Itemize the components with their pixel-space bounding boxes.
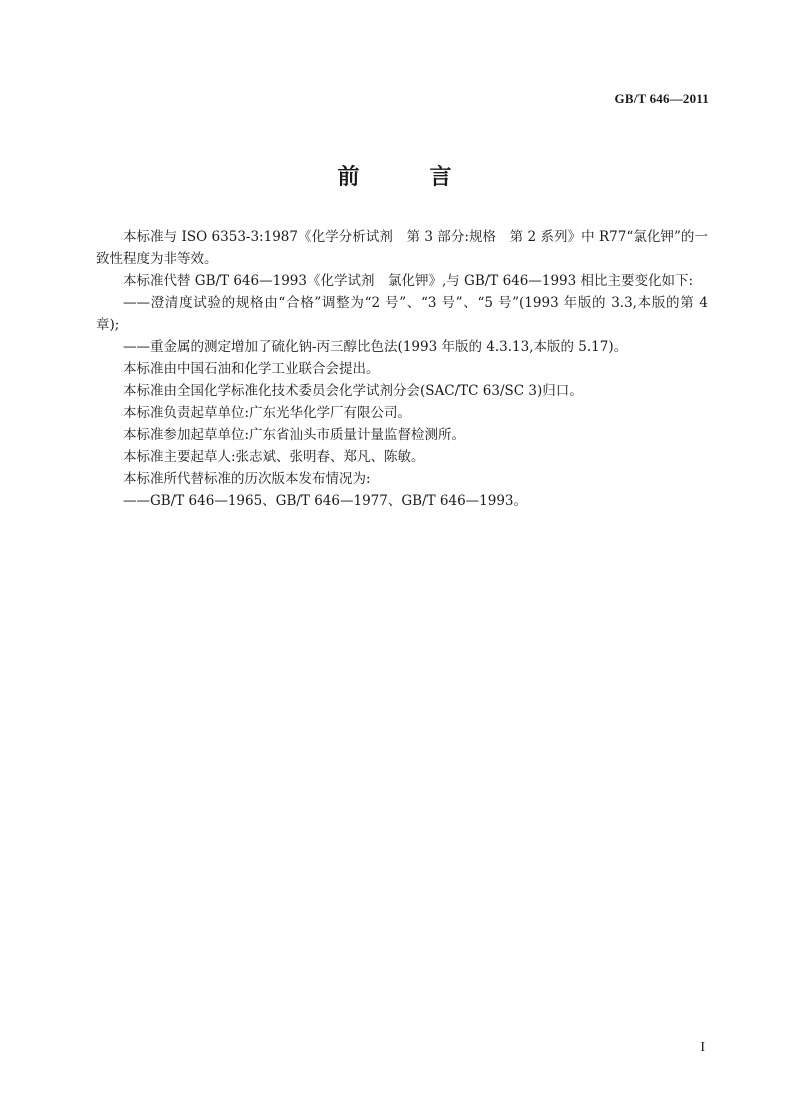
page-title: 前 言: [337, 165, 476, 190]
standard-code: GB/T 646—2011: [614, 91, 709, 106]
paragraph-drafting-unit: 本标准负责起草单位:广东光华化学厂有限公司。: [123, 405, 412, 421]
paragraph-change-clarity: ——澄清度试验的规格由“合格”调整为“2 号”、“3 号”、“5 号”(1993 年版的 3.3,本版的第 4 章);: [96, 295, 708, 333]
paragraph-proposed-by: 本标准由中国石油和化学工业联合会提出。: [123, 361, 380, 377]
paragraph-history-intro: 本标准所代替标准的历次版本发布情况为:: [123, 471, 371, 487]
paragraph-change-heavy-metal: ——重金属的测定增加了硫化钠-丙三醇比色法(1993 年版的 4.3.13,本版的 5.17)。: [123, 339, 628, 355]
foreword-body: [96, 226, 708, 512]
page-number: I: [700, 1040, 705, 1055]
paragraph-equivalence: 本标准与 ISO 6353-3:1987《化学分析试剂 第 3 部分:规格 第 2 系列》中 R77“氯化钾”的一致性程度为非等效。: [96, 229, 708, 267]
paragraph-history-list: ——GB/T 646—1965、GB/T 646—1977、GB/T 646—1993。: [123, 493, 528, 509]
paragraph-drafters: 本标准主要起草人:张志斌、张明春、郑凡、陈敏。: [123, 449, 425, 465]
paragraph-administered-by: 本标准由全国化学标准化技术委员会化学试剂分会(SAC/TC 63/SC 3)归口。: [123, 383, 583, 399]
paragraph-replaces: 本标准代替 GB/T 646—1993《化学试剂 氯化钾》,与 GB/T 646—1993 相比主要变化如下:: [123, 273, 694, 289]
paragraph-participating-unit: 本标准参加起草单位:广东省汕头市质量计量监督检测所。: [123, 427, 466, 443]
